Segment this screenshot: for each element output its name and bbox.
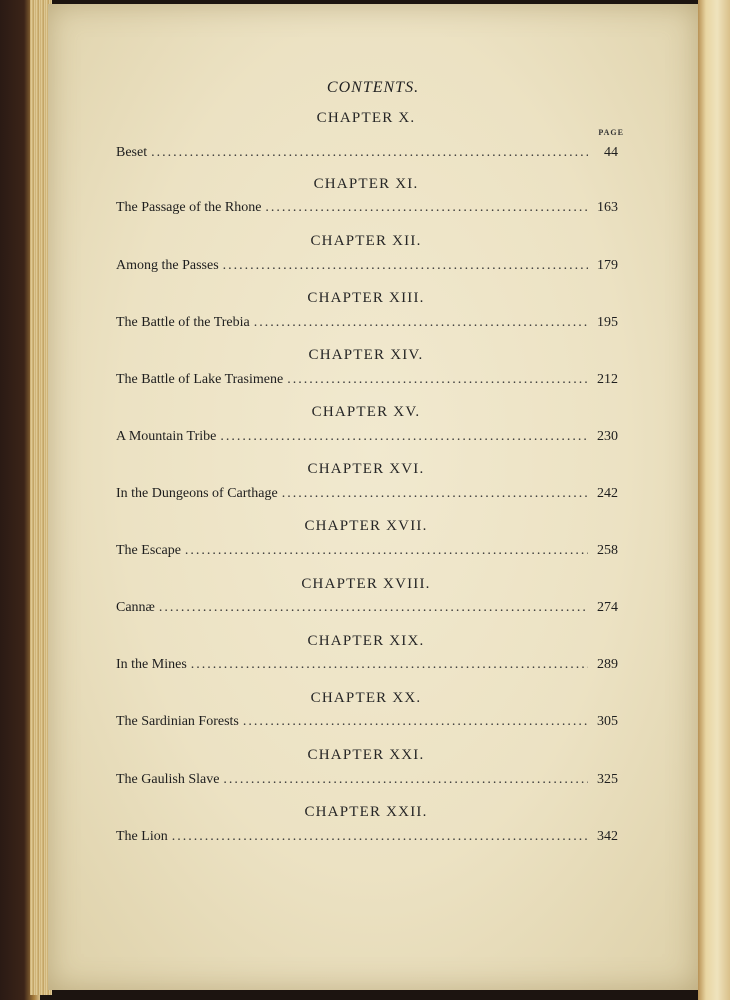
toc-entry-title: A Mountain Tribe — [116, 429, 217, 444]
toc-entry[interactable] — [116, 486, 618, 502]
leader-dots — [243, 714, 588, 730]
toc-entry[interactable] — [116, 372, 618, 388]
toc-entry[interactable] — [116, 772, 618, 788]
leader-dots — [220, 429, 588, 445]
chapter-heading: CHAPTER XVIII. — [301, 576, 431, 592]
chapter-heading: CHAPTER XV. — [311, 404, 421, 420]
toc-entry-title: The Passage of the Rhone — [116, 200, 262, 215]
toc-entry[interactable] — [116, 315, 618, 331]
leader-dots — [223, 772, 588, 788]
toc-entry[interactable] — [116, 145, 618, 161]
toc-entry-title: Cannæ — [116, 600, 155, 615]
chapter-heading: CHAPTER XVII. — [304, 518, 428, 534]
chapter-heading: CHAPTER XII. — [310, 233, 422, 249]
contents-title: CONTENTS. — [326, 79, 420, 96]
toc-entry-title: In the Dungeons of Carthage — [116, 486, 278, 501]
toc-entry[interactable] — [116, 600, 618, 616]
leader-dots — [151, 145, 588, 161]
leader-dots — [254, 315, 588, 331]
toc-entry[interactable] — [116, 657, 618, 673]
chapter-heading: CHAPTER XVI. — [307, 461, 425, 477]
toc-entry-page: 44 — [604, 145, 618, 160]
toc-entry-page: 258 — [597, 543, 618, 558]
toc-entry-page: 212 — [597, 372, 618, 387]
chapter-heading: CHAPTER XIV. — [308, 347, 424, 363]
leader-dots — [223, 258, 588, 274]
toc-entry-page: 163 — [597, 200, 618, 215]
toc-entry-title: The Battle of Lake Trasimene — [116, 372, 284, 387]
book-page — [48, 4, 698, 990]
facing-page-edge — [698, 0, 730, 1000]
leader-dots — [191, 657, 588, 673]
chapter-heading: CHAPTER XXII. — [304, 804, 428, 820]
toc-entry[interactable] — [116, 258, 618, 274]
toc-entry[interactable] — [116, 829, 618, 845]
toc-entry-title: Among the Passes — [116, 258, 219, 273]
toc-entry[interactable] — [116, 714, 618, 730]
leader-dots — [185, 543, 588, 559]
toc-entry-page: 342 — [597, 829, 618, 844]
leader-dots — [265, 200, 588, 216]
toc-entry-page: 179 — [597, 258, 618, 273]
toc-entry-page: 242 — [597, 486, 618, 501]
toc-entry-page: 305 — [597, 714, 618, 729]
toc-entry-title: Beset — [116, 145, 148, 160]
toc-entry-title: The Lion — [116, 829, 168, 844]
toc-entry-page: 289 — [597, 657, 618, 672]
chapter-heading: CHAPTER XXI. — [307, 747, 425, 763]
toc-entry-page: 230 — [597, 429, 618, 444]
leader-dots — [172, 829, 588, 845]
toc-entry-title: The Escape — [116, 543, 181, 558]
toc-entry-page: 195 — [597, 315, 618, 330]
toc-entry-title: In the Mines — [116, 657, 187, 672]
toc-entry[interactable] — [116, 543, 618, 559]
toc-entry-page: 274 — [597, 600, 618, 615]
page-column-header: PAGE — [598, 128, 624, 137]
leader-dots — [282, 486, 588, 502]
toc-entry-title: The Sardinian Forests — [116, 714, 239, 729]
toc-entry-title: The Gaulish Slave — [116, 772, 220, 787]
chapter-heading: CHAPTER XIII. — [307, 290, 425, 306]
chapter-heading: CHAPTER X. — [316, 110, 416, 126]
leader-dots — [159, 600, 588, 616]
toc-entry[interactable] — [116, 200, 618, 216]
toc-entry[interactable] — [116, 429, 618, 445]
leader-dots — [287, 372, 588, 388]
chapter-heading: CHAPTER XX. — [310, 690, 422, 706]
chapter-heading: CHAPTER XI. — [313, 176, 419, 192]
toc-entry-page: 325 — [597, 772, 618, 787]
toc-entry-title: The Battle of the Trebia — [116, 315, 250, 330]
chapter-heading: CHAPTER XIX. — [307, 633, 425, 649]
